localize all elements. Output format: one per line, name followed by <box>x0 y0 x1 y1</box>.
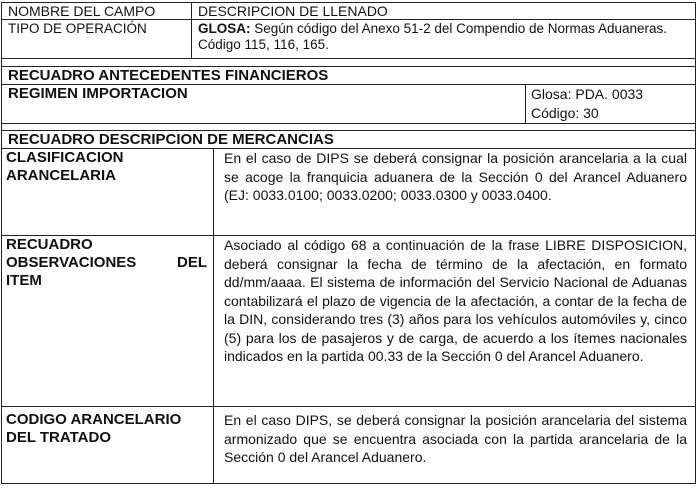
regimen-glosa: Glosa: PDA. 0033 <box>531 86 644 102</box>
item-label: CLASIFICACION ARANCELARIA <box>2 149 214 236</box>
header-field-name: NOMBRE DEL CAMPO <box>2 3 192 20</box>
section-mercancias <box>2 131 696 149</box>
tipo-operacion-row <box>2 20 696 59</box>
glosa-label: GLOSA: <box>198 21 251 36</box>
item-text: En el caso de DIPS se deberá consignar la posición arancelaria a la cual se acoge la franquicia aduanera de la Sección 0 del Arancel Aduanero (EJ: 0033.0100; 0033.0200; 0033.0300 y 0033.0400. <box>214 149 696 236</box>
regimen-row <box>2 85 696 124</box>
section-antecedentes <box>2 67 696 85</box>
item-label: CODIGO ARANCELARIO DEL TRATADO <box>2 407 214 484</box>
item-row-clasificacion <box>2 149 696 236</box>
tipo-operacion-description <box>192 20 696 59</box>
spacer <box>2 124 696 131</box>
section-title-antecedentes: RECUADRO ANTECEDENTES FINANCIEROS <box>2 67 696 85</box>
header-description: DESCRIPCION DE LLENADO <box>192 3 696 20</box>
glosa-text: Según código del Anexo 51-2 del Compendio de Normas Aduaneras. Código 115, 116, 165. <box>198 21 668 52</box>
item-text: Asociado al código 68 a continuación de la frase LIBRE DISPOSICION, deberá consignar la fecha de término de la afectación, en formato dd/mm/aaaa. El sistema de información del Servicio Nacional de Aduanas contabilizará el plazo de vigencia de la afectación, a contar de la fecha de la DIN, considerando tres (3) años para los vehículos automóviles y, cinco (5) para los de pasajeros y de carga, de acuerdo a los ítemes nacionales indicados en la partida 00.33 de la Sección 0 del Arancel Aduanero. <box>214 236 696 407</box>
regimen-values <box>526 85 696 124</box>
regimen-codigo: Código: 30 <box>531 105 599 121</box>
document <box>1 2 695 484</box>
spacer <box>2 59 696 67</box>
item-row-observaciones <box>2 236 696 407</box>
item-text: En el caso DIPS, se deberá consignar la posición arancelaria del sistema armonizado que se encuentra asociada con la partida arancelaria de la Sección 0 del Arancel Aduanero. <box>214 407 696 484</box>
item-label: RECUADRO OBSERVACIONES DEL ITEM <box>2 236 214 407</box>
field-table <box>1 2 696 484</box>
section-title-mercancias: RECUADRO DESCRIPCION DE MERCANCIAS <box>2 131 696 149</box>
item-row-codigo-tratado <box>2 407 696 484</box>
regimen-label: REGIMEN IMPORTACION <box>2 85 526 124</box>
header-row <box>2 3 696 20</box>
tipo-operacion-label: TIPO DE OPERACIÓN <box>2 20 192 59</box>
